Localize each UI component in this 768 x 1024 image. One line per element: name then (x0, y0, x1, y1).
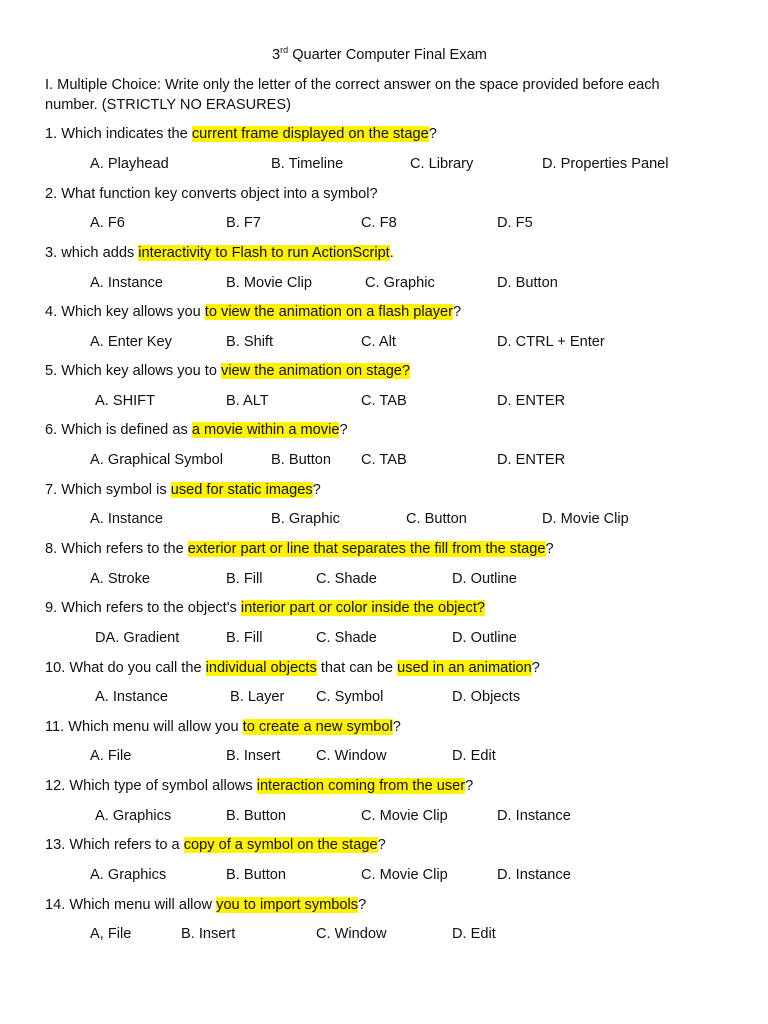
question-5-option-a: A. SHIFT (95, 393, 155, 409)
question-5-option-c: C. TAB (361, 393, 407, 409)
question-10 (45, 659, 540, 677)
question-5-option-b: B. ALT (226, 393, 269, 409)
question-text: 8. Which refers to the (45, 541, 188, 557)
question-5-option-d: D. ENTER (497, 393, 566, 409)
question-10-option-b: B. Layer (230, 689, 285, 705)
question-7-option-c: C. Button (406, 511, 467, 527)
question-text: 2. What function key converts object into a symbol? (45, 186, 378, 202)
highlighted-text: copy of a symbol on the stage (183, 837, 378, 853)
question-2-option-a: A. F6 (90, 215, 125, 231)
question-3-option-a: A. Instance (90, 275, 164, 291)
highlighted-text: used for static images (170, 482, 313, 498)
question-1-option-d: D. Properties Panel (542, 156, 669, 172)
question-4 (45, 303, 461, 321)
question-12 (45, 777, 473, 795)
question-text: 5. Which key allows you to (45, 363, 222, 379)
question-6-option-a: A. Graphical Symbol (90, 452, 224, 468)
question-13-option-c: C. Movie Clip (361, 867, 448, 883)
question-text: 3. which adds (45, 245, 139, 261)
question-12-option-c: C. Movie Clip (361, 808, 448, 824)
question-text: ? (545, 541, 554, 557)
question-2-option-c: C. F8 (361, 215, 397, 231)
question-13-option-a: A. Graphics (90, 867, 167, 883)
question-6-option-b: B. Button (271, 452, 332, 468)
question-4-option-b: B. Shift (226, 334, 274, 350)
instructions-line-2: number. (STRICTLY NO ERASURES) (45, 97, 291, 113)
highlighted-text: to view the animation on a flash player (204, 304, 454, 320)
question-text: ? (339, 422, 348, 438)
highlighted-text: interaction coming from the user (256, 778, 466, 794)
question-14-option-c: C. Window (316, 926, 387, 942)
question-8 (45, 540, 554, 558)
question-11 (45, 718, 401, 736)
question-3 (45, 244, 394, 262)
question-2-option-d: D. F5 (497, 215, 533, 231)
question-5 (45, 362, 410, 380)
question-7-option-d: D. Movie Clip (542, 511, 629, 527)
question-3-option-d: D. Button (497, 275, 558, 291)
highlighted-text: view the animation on stage? (221, 363, 411, 379)
question-text: ? (453, 304, 462, 320)
question-text: ? (312, 482, 321, 498)
question-7 (45, 481, 321, 499)
highlighted-text: exterior part or line that separates the fill from the stage (187, 541, 546, 557)
question-14-option-a: A, File (90, 926, 132, 942)
question-text: 6. Which is defined as (45, 422, 192, 438)
question-11-option-c: C. Window (316, 748, 387, 764)
highlighted-text: to create a new symbol (242, 719, 393, 735)
highlighted-text: interior part or color inside the object? (240, 600, 486, 616)
question-text: 9. Which refers to the object's (45, 600, 241, 616)
question-10-option-c: C. Symbol (316, 689, 384, 705)
question-text: 10. What do you call the (45, 660, 206, 676)
question-11-option-b: B. Insert (226, 748, 281, 764)
question-12-option-d: D. Instance (497, 808, 571, 824)
question-text: 4. Which key allows you (45, 304, 205, 320)
question-8-option-b: B. Fill (226, 571, 263, 587)
question-text: 1. Which indicates the (45, 126, 192, 142)
question-10-option-d: D. Objects (452, 689, 521, 705)
highlighted-text: you to import symbols (216, 897, 359, 913)
exam-title: 3rd Quarter Computer Final Exam (272, 45, 487, 63)
question-8-option-a: A. Stroke (90, 571, 151, 587)
question-6-option-c: C. TAB (361, 452, 407, 468)
question-3-option-c: C. Graphic (365, 275, 435, 291)
highlighted-text: interactivity to Flash to run ActionScript (138, 245, 390, 261)
question-text: 7. Which symbol is (45, 482, 171, 498)
question-4-option-d: D. CTRL + Enter (497, 334, 605, 350)
question-text: ? (428, 126, 437, 142)
question-4-option-a: A. Enter Key (90, 334, 172, 350)
highlighted-text: individual objects (205, 660, 317, 676)
question-1-option-a: A. Playhead (90, 156, 169, 172)
question-6 (45, 421, 348, 439)
question-12-option-b: B. Button (226, 808, 287, 824)
highlighted-text: used in an animation (397, 660, 532, 676)
question-9-option-b: B. Fill (226, 630, 263, 646)
question-text: that can be (316, 660, 398, 676)
question-13-option-d: D. Instance (497, 867, 571, 883)
question-text: ? (358, 897, 367, 913)
question-2-option-b: B. F7 (226, 215, 261, 231)
question-8-option-c: C. Shade (316, 571, 377, 587)
question-12-option-a: A. Graphics (95, 808, 172, 824)
question-2 (45, 185, 378, 203)
question-3-option-b: B. Movie Clip (226, 275, 312, 291)
question-text: 14. Which menu will allow (45, 897, 217, 913)
question-14 (45, 896, 366, 914)
question-1-option-b: B. Timeline (271, 156, 344, 172)
question-7-option-b: B. Graphic (271, 511, 340, 527)
question-text: ? (531, 660, 540, 676)
question-text: ? (377, 837, 386, 853)
question-14-option-d: D. Edit (452, 926, 496, 942)
question-text: 12. Which type of symbol allows (45, 778, 257, 794)
question-9-option-d: D. Outline (452, 630, 517, 646)
question-9-option-c: C. Shade (316, 630, 377, 646)
question-13 (45, 836, 386, 854)
question-11-option-d: D. Edit (452, 748, 496, 764)
question-10-option-a: A. Instance (95, 689, 169, 705)
question-1-option-c: C. Library (410, 156, 474, 172)
question-text: 13. Which refers to a (45, 837, 184, 853)
question-9 (45, 599, 485, 617)
question-7-option-a: A. Instance (90, 511, 164, 527)
question-14-option-b: B. Insert (181, 926, 236, 942)
question-text: ? (392, 719, 401, 735)
question-9-option-a: DA. Gradient (95, 630, 180, 646)
question-4-option-c: C. Alt (361, 334, 396, 350)
question-1 (45, 125, 437, 143)
highlighted-text: a movie within a movie (191, 422, 340, 438)
question-text: 11. Which menu will allow you (45, 719, 243, 735)
question-8-option-d: D. Outline (452, 571, 517, 587)
question-text: . (389, 245, 394, 261)
question-11-option-a: A. File (90, 748, 132, 764)
instructions-line-1: I. Multiple Choice: Write only the letter of the correct answer on the space provided before each (45, 77, 660, 93)
question-6-option-d: D. ENTER (497, 452, 566, 468)
question-13-option-b: B. Button (226, 867, 287, 883)
highlighted-text: current frame displayed on the stage (191, 126, 429, 142)
question-text: ? (465, 778, 474, 794)
